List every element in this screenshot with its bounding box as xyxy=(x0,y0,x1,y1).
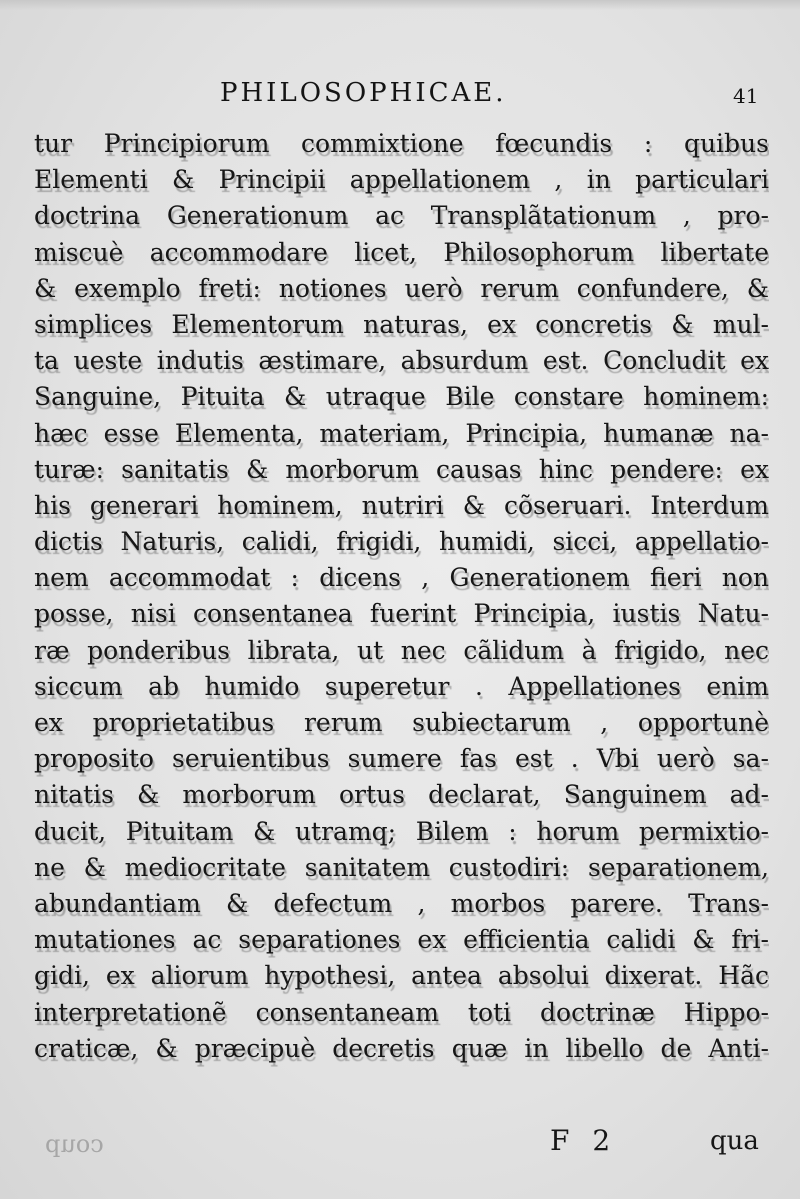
text-line: proposito seruientibus sumere fas est . Vbi uerò sa- xyxy=(34,744,769,774)
text-line: posse, nisi consentanea fuerint Principia, iustis Natu- xyxy=(34,599,769,629)
text-line: mutationes ac separationes ex efficientia calidi & fri- xyxy=(34,925,769,955)
text-line: siccum ab humido superetur . Appellationes enim xyxy=(34,671,769,701)
text-line: hæc esse Elementa, materiam, Principia, humanæ na- xyxy=(34,418,769,448)
text-line: nem accommodat : dicens , Generationem fieri non xyxy=(34,563,769,593)
page-edge-shadow xyxy=(0,0,800,10)
text-line: Sanguine, Pituita & utraque Bile constare hominem: xyxy=(34,382,769,412)
page-number: 41 xyxy=(733,84,759,108)
text-line: ne & mediocritate sanitatem custodiri: separationem, xyxy=(34,852,769,882)
text-line: his generari hominem, nutriri & cõseruari. Interdum xyxy=(34,490,769,520)
text-line: turæ: sanitatis & morborum causas hinc pendere: ex xyxy=(34,454,769,484)
body-text xyxy=(34,126,769,1067)
text-line: doctrina Generationum ac Transplãtationum , pro- xyxy=(34,201,769,231)
text-line: miscuè accommodare licet, Philosophorum libertate xyxy=(34,237,769,267)
signature-mark: F 2 xyxy=(550,1124,611,1157)
text-line: abundantiam & defectum , morbos parere. Trans- xyxy=(34,888,769,918)
text-line: dictis Naturis, calidi, frigidi, humidi, sicci, appellatio- xyxy=(34,527,769,557)
text-line: & exemplo freti: notiones uerò rerum confundere, & xyxy=(34,273,769,303)
text-line: tur Principiorum commixtione fœcundis : quibus xyxy=(34,129,769,158)
running-title: PHILOSOPHICAE. xyxy=(220,78,507,108)
text-line: ex proprietatibus rerum subiectarum , opportunè xyxy=(34,708,769,737)
text-line: ducit, Pituitam & utramq; Bilem : horum permixtio- xyxy=(34,816,769,846)
text-line: gidi, ex aliorum hypothesi, antea absolui dixerat. Hãc xyxy=(34,961,769,991)
catchword: qua xyxy=(710,1126,759,1156)
text-line: interpretationẽ consentaneam toti doctrinæ Hippo- xyxy=(34,997,769,1027)
show-through-text: coup xyxy=(45,1130,104,1158)
text-line: ræ ponderibus librata, ut nec cãlidum à frigido, nec xyxy=(34,635,769,665)
text-line: craticæ, & præcipuè decretis quæ in libello de Anti- xyxy=(34,1033,769,1063)
text-line: ta ueste indutis æstimare, absurdum est. Concludit ex xyxy=(34,346,769,376)
text-line: simplices Elementorum naturas, ex concretis & mul- xyxy=(34,309,769,339)
text-line: Elementi & Principii appellationem , in particulari xyxy=(34,165,769,195)
text-line: nitatis & morborum ortus declarat, Sanguinem ad- xyxy=(34,780,769,810)
